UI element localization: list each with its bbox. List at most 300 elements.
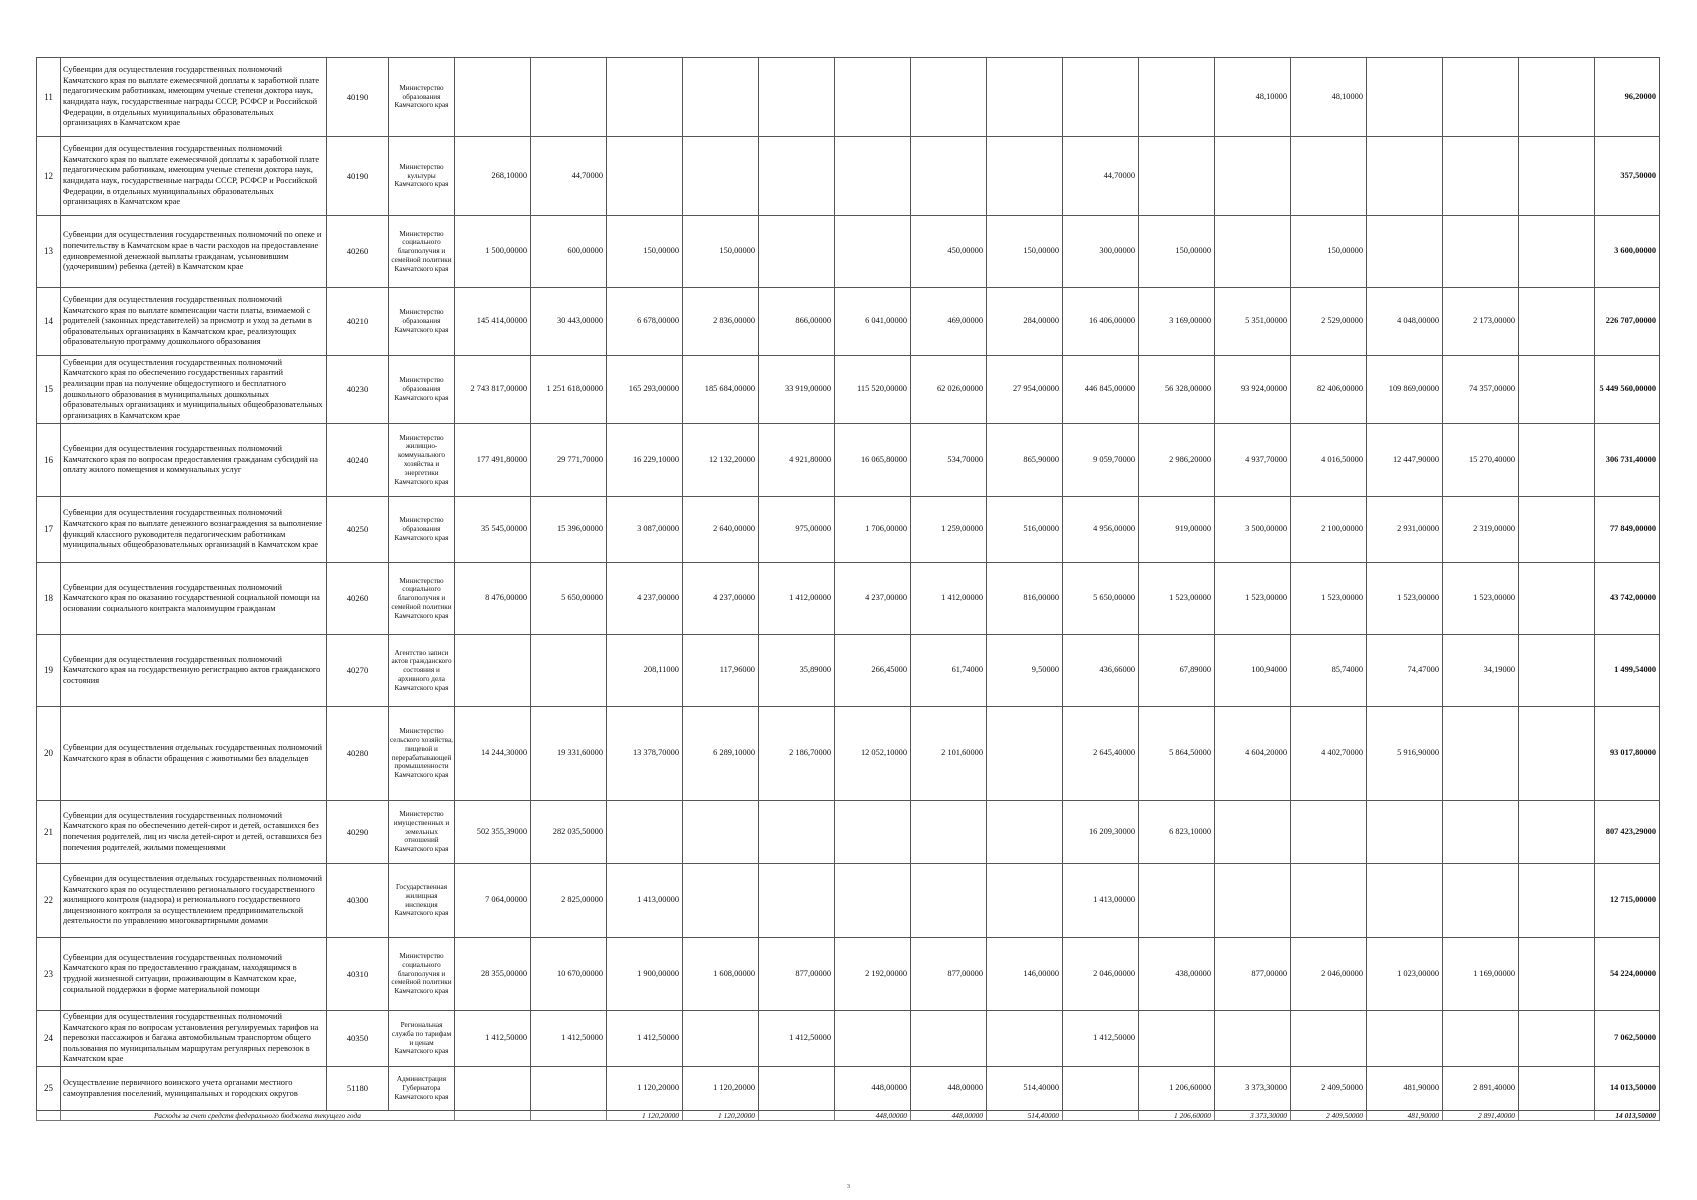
row-code-cell: 40350 [327,1011,389,1067]
row-organization-cell: Министерство сельского хозяйства, пищевой и перерабатывающей промышленности Камчатского края [389,707,455,801]
row-value-cell [1291,1011,1367,1067]
row-value-cell: 2 986,20000 [1139,424,1215,497]
row-value-cell: 16 229,10000 [607,424,683,497]
row-value-cell: 514,40000 [987,1067,1063,1111]
row-organization-cell: Министерство образования Камчатского края [389,356,455,424]
footer-value-cell: 2 409,50000 [1291,1111,1367,1121]
row-value-cell: 4 921,80000 [759,424,835,497]
row-value-cell: 62 026,00000 [911,356,987,424]
footer-value-cell: 1 206,60000 [1139,1111,1215,1121]
row-value-cell: 150,00000 [987,216,1063,288]
row-number-cell: 21 [37,801,61,864]
row-number-cell: 15 [37,356,61,424]
row-name-cell: Субвенции для осуществления отдельных государственных полномочий Камчатского края в области обращения с животными без владельцев [61,707,327,801]
row-value-cell: 2 101,60000 [911,707,987,801]
row-name-cell: Субвенции для осуществления государственных полномочий Камчатского края по выплате компенсации части платы, взимаемой с родителей (законных представителей) за присмотр и уход за детьми в образовательных организациях в Камчатском крае, реализующих образовательную программу дошкольного образования [61,288,327,356]
row-value-cell [835,58,911,137]
table-row [37,864,1660,938]
row-value-cell: 5 650,00000 [531,563,607,635]
row-name-cell: Осуществление первичного воинского учета органами местного самоуправления поселений, муниципальных и городских округов [61,1067,327,1111]
row-value-cell: 2 409,50000 [1291,1067,1367,1111]
row-value-cell: 1 251 618,00000 [531,356,607,424]
row-organization-cell: Региональная служба по тарифам и ценам Камчатского края [389,1011,455,1067]
row-value-cell: 1 120,20000 [683,1067,759,1111]
row-value-cell: 16 209,30000 [1063,801,1139,864]
row-value-cell: 2 529,00000 [1291,288,1367,356]
row-value-cell [455,58,531,137]
row-name-cell: Субвенции для осуществления государственных полномочий Камчатского края по выплате ежемесячной доплаты к заработной плате педагогическим работникам, имеющим ученые степени доктора наук, кандидата наук, государственные награды СССР, РСФСР и Российской Федерации, в отдельных муниципальных образовательных организациях в Камчатском крае [61,137,327,216]
row-value-cell: 48,10000 [1291,58,1367,137]
row-number-cell: 17 [37,497,61,563]
row-code-cell: 40290 [327,801,389,864]
row-value-cell: 4 937,70000 [1215,424,1291,497]
row-value-cell [987,864,1063,938]
row-value-cell [455,635,531,707]
row-value-cell [835,137,911,216]
row-total-cell: 43 742,00000 [1595,563,1660,635]
row-code-cell: 51180 [327,1067,389,1111]
row-total-cell: 1 499,54000 [1595,635,1660,707]
row-value-cell: 1 023,00000 [1367,938,1443,1011]
row-value-cell [1519,801,1595,864]
table-row [37,497,1660,563]
row-value-cell: 10 670,00000 [531,938,607,1011]
row-value-cell [759,58,835,137]
row-organization-cell: Министерство социального благополучия и семейной политики Камчатского края [389,938,455,1011]
row-value-cell: 4 237,00000 [835,563,911,635]
row-value-cell: 1 523,00000 [1291,563,1367,635]
row-value-cell: 5 864,50000 [1139,707,1215,801]
row-number-cell: 18 [37,563,61,635]
row-value-cell: 4 402,70000 [1291,707,1367,801]
row-value-cell: 481,90000 [1367,1067,1443,1111]
table-row [37,356,1660,424]
row-value-cell [1519,1067,1595,1111]
row-value-cell: 266,45000 [835,635,911,707]
row-value-cell: 35,89000 [759,635,835,707]
row-code-cell: 40230 [327,356,389,424]
row-value-cell [911,137,987,216]
row-total-cell: 93 017,80000 [1595,707,1660,801]
row-number-cell: 20 [37,707,61,801]
row-value-cell: 115 520,00000 [835,356,911,424]
footer-value-cell: 1 120,20000 [607,1111,683,1121]
footer-value-cell [1063,1111,1139,1121]
row-value-cell [911,1011,987,1067]
row-value-cell: 4 237,00000 [683,563,759,635]
row-value-cell: 165 293,00000 [607,356,683,424]
row-value-cell [835,216,911,288]
footer-value-cell: 481,90000 [1367,1111,1443,1121]
row-value-cell: 1 412,50000 [455,1011,531,1067]
row-value-cell [835,864,911,938]
table-row [37,563,1660,635]
row-value-cell: 6 289,10000 [683,707,759,801]
row-value-cell [683,1011,759,1067]
row-value-cell: 6 041,00000 [835,288,911,356]
row-value-cell [1443,216,1519,288]
footer-value-cell: 448,00000 [911,1111,987,1121]
row-value-cell [911,801,987,864]
row-value-cell [1291,864,1367,938]
row-organization-cell: Министерство имущественных и земельных отношений Камчатского края [389,801,455,864]
row-value-cell: 300,00000 [1063,216,1139,288]
table-row [37,635,1660,707]
row-code-cell: 40240 [327,424,389,497]
row-value-cell: 1 412,50000 [531,1011,607,1067]
row-value-cell [1519,424,1595,497]
row-value-cell [1519,563,1595,635]
footer-value-cell: 3 373,30000 [1215,1111,1291,1121]
row-value-cell [1367,1011,1443,1067]
row-total-cell: 77 849,00000 [1595,497,1660,563]
table-row [37,58,1660,137]
row-value-cell: 185 684,00000 [683,356,759,424]
row-value-cell: 44,70000 [531,137,607,216]
row-value-cell: 82 406,00000 [1291,356,1367,424]
row-value-cell: 2 891,40000 [1443,1067,1519,1111]
row-value-cell: 177 491,80000 [455,424,531,497]
row-value-cell: 448,00000 [835,1067,911,1111]
row-value-cell [1367,216,1443,288]
row-number-cell: 19 [37,635,61,707]
row-name-cell: Субвенции для осуществления государственных полномочий Камчатского края по вопросам предоставления гражданам субсидий на оплату жилого помещения и коммунальных услуг [61,424,327,497]
row-value-cell: 28 355,00000 [455,938,531,1011]
row-value-cell [1063,1067,1139,1111]
row-value-cell [759,216,835,288]
row-organization-cell: Министерство жилищно-коммунального хозяйства и энергетики Камчатского края [389,424,455,497]
row-organization-cell: Министерство социального благополучия и семейной политики Камчатского края [389,216,455,288]
row-total-cell: 357,50000 [1595,137,1660,216]
row-value-cell: 2 836,00000 [683,288,759,356]
footer-empty-cell [37,1111,61,1121]
row-value-cell: 1 259,00000 [911,497,987,563]
row-value-cell [683,137,759,216]
row-name-cell: Субвенции для осуществления государственных полномочий Камчатского края на государственную регистрацию актов гражданского состояния [61,635,327,707]
table-footer-row [37,1111,1660,1121]
row-number-cell: 12 [37,137,61,216]
row-number-cell: 16 [37,424,61,497]
row-value-cell [987,58,1063,137]
row-value-cell [1215,216,1291,288]
row-name-cell: Субвенции для осуществления государственных полномочий Камчатского края по предоставлению гражданам, находящимся в трудной жизненной ситуации, проживающим в Камчатском крае, социальной поддержки в форме материальной помощи [61,938,327,1011]
footer-value-cell [531,1111,607,1121]
footer-label: Расходы за счет средств федерального бюджета текущего года [61,1111,455,1121]
row-value-cell [1519,864,1595,938]
row-value-cell [835,1011,911,1067]
row-value-cell: 600,00000 [531,216,607,288]
row-value-cell [1519,137,1595,216]
row-value-cell: 2 173,00000 [1443,288,1519,356]
row-number-cell: 24 [37,1011,61,1067]
row-value-cell: 450,00000 [911,216,987,288]
row-code-cell: 40250 [327,497,389,563]
row-value-cell: 2 319,00000 [1443,497,1519,563]
row-value-cell: 516,00000 [987,497,1063,563]
row-value-cell [1367,58,1443,137]
row-value-cell [1215,801,1291,864]
row-value-cell [683,58,759,137]
footer-value-cell [1519,1111,1595,1121]
row-value-cell: 15 270,40000 [1443,424,1519,497]
row-value-cell [1443,707,1519,801]
row-value-cell: 12 052,10000 [835,707,911,801]
row-value-cell: 6 678,00000 [607,288,683,356]
row-value-cell [759,1067,835,1111]
row-value-cell [1139,1011,1215,1067]
row-value-cell: 67,89000 [1139,635,1215,707]
row-value-cell: 534,70000 [911,424,987,497]
row-value-cell: 2 192,00000 [835,938,911,1011]
table-row [37,424,1660,497]
row-value-cell: 16 406,00000 [1063,288,1139,356]
row-value-cell: 16 065,80000 [835,424,911,497]
row-total-cell: 807 423,29000 [1595,801,1660,864]
row-number-cell: 25 [37,1067,61,1111]
row-organization-cell: Государственная жилищная инспекция Камчатского края [389,864,455,938]
row-value-cell: 975,00000 [759,497,835,563]
row-value-cell [1367,137,1443,216]
row-value-cell: 1 412,00000 [911,563,987,635]
row-code-cell: 40190 [327,58,389,137]
row-value-cell: 2 931,00000 [1367,497,1443,563]
row-value-cell [835,801,911,864]
row-value-cell: 4 237,00000 [607,563,683,635]
row-value-cell: 6 823,10000 [1139,801,1215,864]
budget-table-sheet [36,57,1660,1121]
row-value-cell: 30 443,00000 [531,288,607,356]
row-value-cell [683,801,759,864]
row-value-cell: 74 357,00000 [1443,356,1519,424]
row-value-cell: 9 059,70000 [1063,424,1139,497]
footer-value-cell: 2 891,40000 [1443,1111,1519,1121]
row-name-cell: Субвенции для осуществления государственных полномочий Камчатского края по выплате ежемесячной доплаты к заработной плате педагогическим работникам, имеющим ученые степени доктора наук, кандидата наук, государственные награды СССР, РСФСР и Российской Федерации, в отдельных муниципальных образовательных организациях в Камчатском крае [61,58,327,137]
row-value-cell [1519,356,1595,424]
row-code-cell: 40310 [327,938,389,1011]
row-value-cell: 1 413,00000 [1063,864,1139,938]
row-value-cell: 48,10000 [1215,58,1291,137]
footer-value-cell [759,1111,835,1121]
row-value-cell [683,864,759,938]
footer-value-cell: 448,00000 [835,1111,911,1121]
row-code-cell: 40190 [327,137,389,216]
footer-value-cell [455,1111,531,1121]
row-value-cell [1519,938,1595,1011]
row-value-cell: 1 523,00000 [1443,563,1519,635]
row-value-cell [987,137,1063,216]
row-value-cell: 469,00000 [911,288,987,356]
table-row [37,137,1660,216]
row-code-cell: 40280 [327,707,389,801]
row-value-cell: 282 035,50000 [531,801,607,864]
row-value-cell: 2 046,00000 [1291,938,1367,1011]
row-value-cell: 448,00000 [911,1067,987,1111]
row-organization-cell: Министерство социального благополучия и семейной политики Камчатского края [389,563,455,635]
row-value-cell [1519,635,1595,707]
row-value-cell [1519,288,1595,356]
row-value-cell: 2 100,00000 [1291,497,1367,563]
row-value-cell: 117,96000 [683,635,759,707]
row-value-cell: 150,00000 [1291,216,1367,288]
row-value-cell: 284,00000 [987,288,1063,356]
row-value-cell: 1 206,60000 [1139,1067,1215,1111]
row-total-cell: 12 715,00000 [1595,864,1660,938]
row-value-cell [987,1011,1063,1067]
row-code-cell: 40300 [327,864,389,938]
row-name-cell: Субвенции для осуществления государственных полномочий Камчатского края по обеспечению государственных гарантий реализации прав на получение общедоступного и бесплатного дошкольного образования в муниципальных дошкольных образовательных организациях и муниципальных общеобразовательных организациях в Камчатском крае [61,356,327,424]
row-value-cell [1367,801,1443,864]
row-value-cell: 816,00000 [987,563,1063,635]
row-value-cell: 446 845,00000 [1063,356,1139,424]
row-value-cell: 1 412,50000 [607,1011,683,1067]
row-name-cell: Субвенции для осуществления государственных полномочий Камчатского края по вопросам установления регулируемых тарифов на перевозки пассажиров и багажа автомобильным транспортом общего пользования по муниципальным маршрутам регулярных перевозок в Камчатском крае [61,1011,327,1067]
row-value-cell: 877,00000 [911,938,987,1011]
row-name-cell: Субвенции для осуществления государственных полномочий Камчатского края по обеспечению детей-сирот и детей, оставшихся без попечения родителей, лиц из числа детей-сирот и детей, оставшихся без попечения родителей, жилыми помещениями [61,801,327,864]
row-value-cell [1215,1011,1291,1067]
row-value-cell: 1 523,00000 [1367,563,1443,635]
row-value-cell: 2 640,00000 [683,497,759,563]
row-value-cell [607,137,683,216]
row-value-cell: 5 650,00000 [1063,563,1139,635]
row-value-cell [911,58,987,137]
row-value-cell: 33 919,00000 [759,356,835,424]
row-value-cell [1519,497,1595,563]
row-value-cell [911,864,987,938]
subvention-table [36,57,1660,1121]
row-value-cell: 5 351,00000 [1215,288,1291,356]
row-value-cell: 100,94000 [1215,635,1291,707]
row-value-cell: 13 378,70000 [607,707,683,801]
table-row [37,1011,1660,1067]
row-value-cell: 3 373,30000 [1215,1067,1291,1111]
row-value-cell [1063,58,1139,137]
row-value-cell: 4 956,00000 [1063,497,1139,563]
row-value-cell: 150,00000 [683,216,759,288]
row-organization-cell: Министерство образования Камчатского края [389,58,455,137]
row-code-cell: 40260 [327,216,389,288]
row-value-cell [1443,58,1519,137]
row-value-cell: 2 825,00000 [531,864,607,938]
footer-value-cell: 514,40000 [987,1111,1063,1121]
row-value-cell: 1 523,00000 [1139,563,1215,635]
row-value-cell [1519,216,1595,288]
row-value-cell: 1 169,00000 [1443,938,1519,1011]
table-row [37,1067,1660,1111]
row-value-cell [1443,801,1519,864]
page-number: 3 [847,1184,850,1190]
row-value-cell [987,707,1063,801]
row-value-cell: 2 645,40000 [1063,707,1139,801]
table-row [37,216,1660,288]
row-total-cell: 96,20000 [1595,58,1660,137]
row-value-cell [1443,1011,1519,1067]
row-value-cell [1215,137,1291,216]
row-value-cell [1443,864,1519,938]
row-value-cell: 1 500,00000 [455,216,531,288]
row-organization-cell: Агентство записи актов гражданского состояния и архивного дела Камчатского края [389,635,455,707]
row-value-cell: 3 169,00000 [1139,288,1215,356]
row-total-cell: 5 449 560,00000 [1595,356,1660,424]
row-value-cell: 150,00000 [607,216,683,288]
row-value-cell: 5 916,90000 [1367,707,1443,801]
row-value-cell: 4 016,50000 [1291,424,1367,497]
row-value-cell: 438,00000 [1139,938,1215,1011]
row-organization-cell: Министерство культуры Камчатского края [389,137,455,216]
row-value-cell: 3 087,00000 [607,497,683,563]
row-value-cell [455,1067,531,1111]
table-row [37,938,1660,1011]
row-value-cell: 1 706,00000 [835,497,911,563]
row-number-cell: 11 [37,58,61,137]
row-organization-cell: Администрация Губернатора Камчатского края [389,1067,455,1111]
row-value-cell: 1 413,00000 [607,864,683,938]
row-value-cell: 1 523,00000 [1215,563,1291,635]
row-value-cell: 1 120,20000 [607,1067,683,1111]
row-value-cell: 1 900,00000 [607,938,683,1011]
table-row [37,288,1660,356]
row-total-cell: 54 224,00000 [1595,938,1660,1011]
row-value-cell: 2 046,00000 [1063,938,1139,1011]
row-value-cell: 29 771,70000 [531,424,607,497]
row-value-cell [1519,707,1595,801]
row-organization-cell: Министерство образования Камчатского края [389,497,455,563]
row-value-cell [1291,137,1367,216]
row-value-cell [531,635,607,707]
row-value-cell: 44,70000 [1063,137,1139,216]
row-value-cell: 85,74000 [1291,635,1367,707]
row-value-cell: 866,00000 [759,288,835,356]
row-value-cell: 74,47000 [1367,635,1443,707]
row-value-cell: 12 132,20000 [683,424,759,497]
row-value-cell: 2 743 817,00000 [455,356,531,424]
row-name-cell: Субвенции для осуществления государственных полномочий по опеке и попечительству в Камчатском крае в части расходов на предоставление единовременной денежной выплаты гражданам, усыновившим (удочерившим) ребенка (детей) в Камчатском крае [61,216,327,288]
row-value-cell: 1 412,00000 [759,563,835,635]
row-value-cell: 4 048,00000 [1367,288,1443,356]
row-value-cell: 877,00000 [1215,938,1291,1011]
row-value-cell: 1 608,00000 [683,938,759,1011]
row-value-cell: 877,00000 [759,938,835,1011]
row-value-cell: 14 244,30000 [455,707,531,801]
row-total-cell: 7 062,50000 [1595,1011,1660,1067]
row-value-cell: 27 954,00000 [987,356,1063,424]
row-value-cell: 146,00000 [987,938,1063,1011]
row-value-cell [1519,58,1595,137]
table-body [37,58,1660,1121]
row-value-cell: 15 396,00000 [531,497,607,563]
row-value-cell: 61,74000 [911,635,987,707]
row-value-cell [759,137,835,216]
row-number-cell: 22 [37,864,61,938]
row-value-cell: 4 604,20000 [1215,707,1291,801]
row-code-cell: 40260 [327,563,389,635]
row-value-cell [1139,137,1215,216]
row-value-cell [1291,801,1367,864]
row-total-cell: 3 600,00000 [1595,216,1660,288]
footer-value-cell: 1 120,20000 [683,1111,759,1121]
row-value-cell: 9,50000 [987,635,1063,707]
row-value-cell: 2 186,70000 [759,707,835,801]
row-code-cell: 40210 [327,288,389,356]
row-name-cell: Субвенции для осуществления отдельных государственных полномочий Камчатского края по осуществлению регионального государственного жилищного контроля (надзора) и регионального государственного лицензионного контроля за осуществлением предпринимательской деятельности по управлению многоквартирными домами [61,864,327,938]
row-number-cell: 14 [37,288,61,356]
row-value-cell [759,864,835,938]
row-value-cell [531,1067,607,1111]
row-value-cell [1367,864,1443,938]
row-number-cell: 13 [37,216,61,288]
table-row [37,801,1660,864]
row-value-cell [1139,864,1215,938]
row-name-cell: Субвенции для осуществления государственных полномочий Камчатского края по оказанию государственной социальной помощи на основании социального контракта малоимущим гражданам [61,563,327,635]
